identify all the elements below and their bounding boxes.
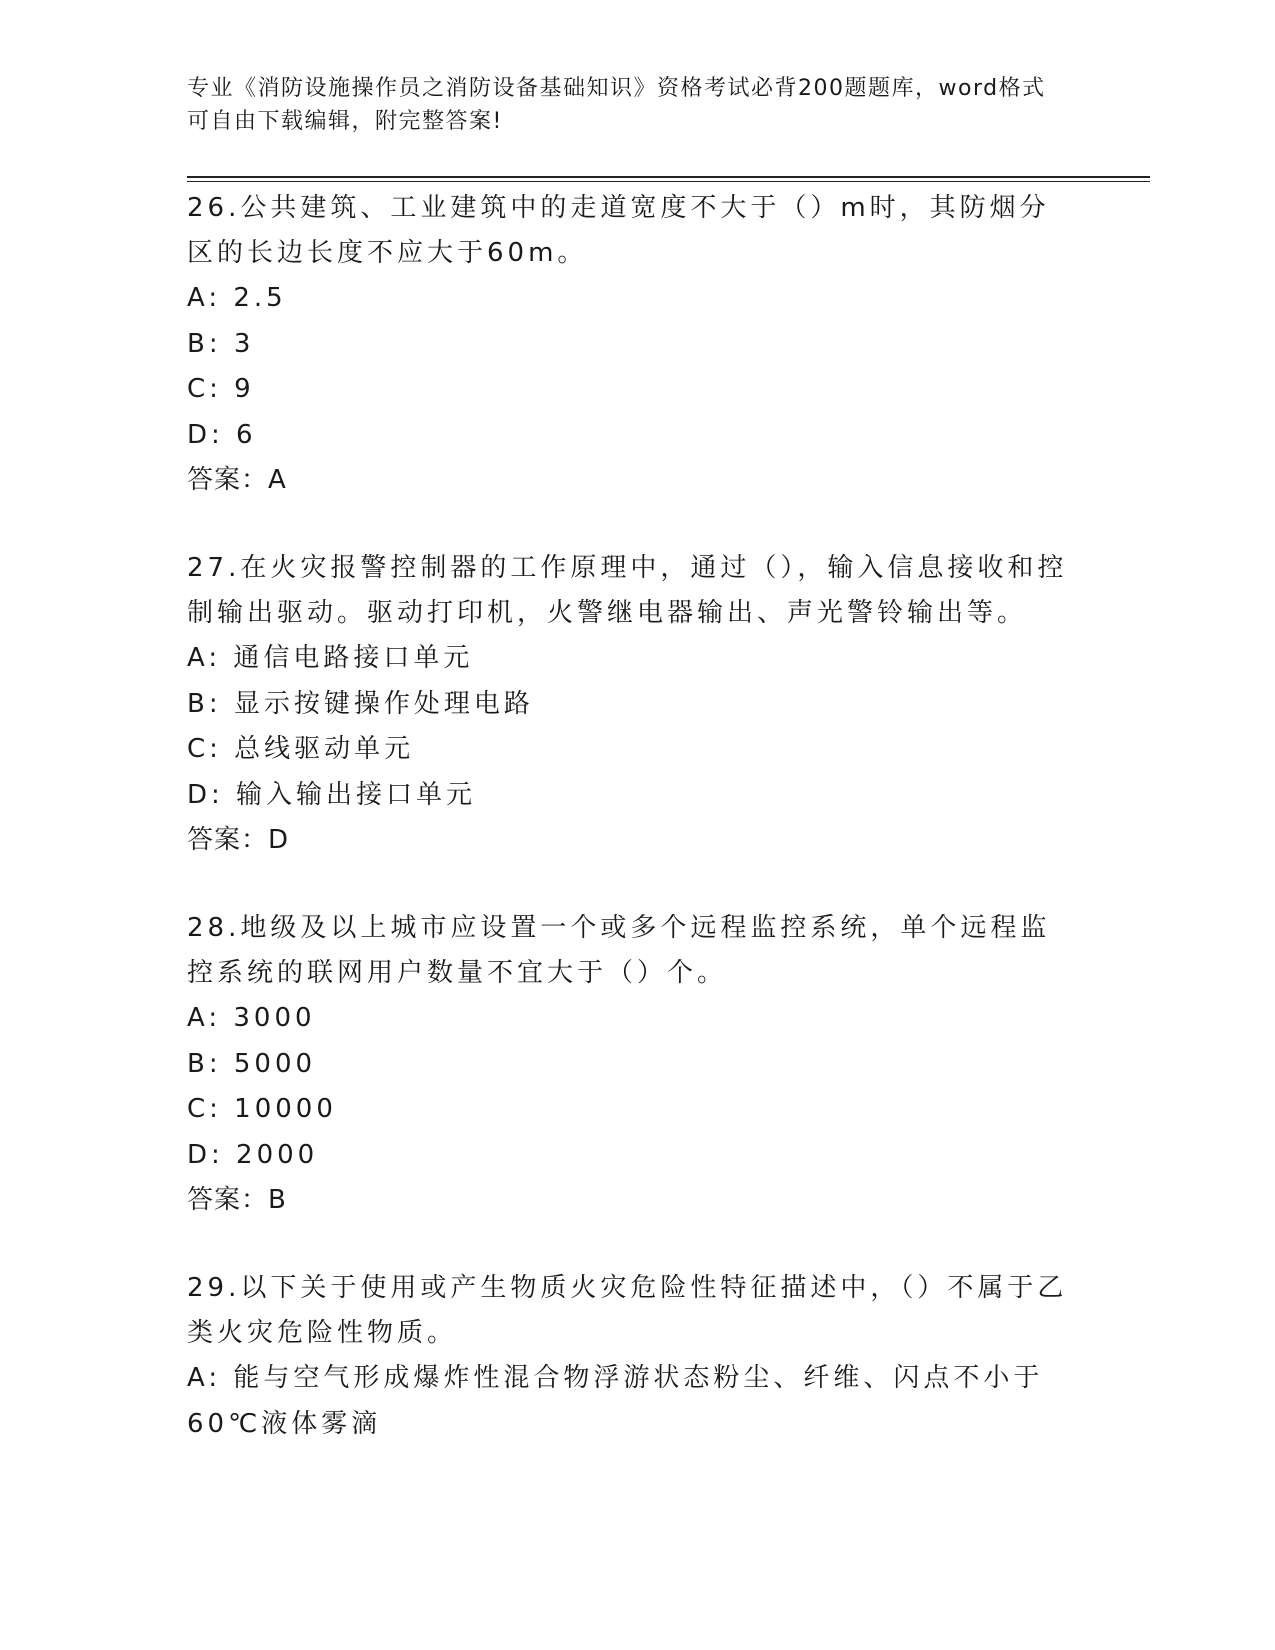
option-a: A: 能与空气形成爆炸性混合物浮游状态粉尘、纤维、闪点不小于60℃液体雾滴 [187, 1363, 1044, 1439]
question-26 [187, 186, 1077, 503]
option-b: B: 5000 [187, 1048, 317, 1079]
document-header: 专业《消防设施操作员之消防设备基础知识》资格考试必背200题题库，word格式可自由下载编辑，附完整答案! [187, 76, 1046, 134]
answer-line: 答案：B [187, 1185, 287, 1215]
header-divider-thin [187, 181, 1150, 182]
question-stem: 26.公共建筑、工业建筑中的走道宽度不大于（）m时，其防烟分区的长边长度不应大于60m。 [187, 193, 1050, 268]
option-d: D: 2000 [187, 1139, 319, 1170]
option-c: C: 总线驱动单元 [187, 734, 415, 764]
option-d: D: 6 [187, 419, 257, 450]
question-stem: 29.以下关于使用或产生物质火灾危险性特征描述中，（）不属于乙类火灾危险性物质。 [187, 1273, 1068, 1348]
option-b: B: 显示按键操作处理电路 [187, 688, 534, 719]
header-divider-thick [187, 176, 1150, 178]
option-a: A: 2.5 [187, 283, 287, 313]
option-b: B: 3 [187, 328, 255, 359]
option-a: A: 3000 [187, 1003, 316, 1033]
question-stem: 28.地级及以上城市应设置一个或多个远程监控系统，单个远程监控系统的联网用户数量不宜大于（）个。 [187, 913, 1051, 988]
answer-line: 答案：A [187, 465, 287, 495]
option-d: D: 输入输出接口单元 [187, 779, 477, 810]
option-c: C: 10000 [187, 1094, 337, 1124]
option-c: C: 9 [187, 374, 255, 404]
answer-line: 答案：D [187, 825, 290, 855]
question-28 [187, 906, 1077, 1223]
question-29 [187, 1266, 1077, 1447]
question-stem: 27.在火灾报警控制器的工作原理中，通过（），输入信息接收和控制输出驱动。驱动打印机，火警继电器输出、声光警铃输出等。 [187, 553, 1068, 628]
question-list [187, 186, 1077, 1490]
option-a: A: 通信电路接口单元 [187, 643, 474, 673]
question-27 [187, 546, 1077, 863]
